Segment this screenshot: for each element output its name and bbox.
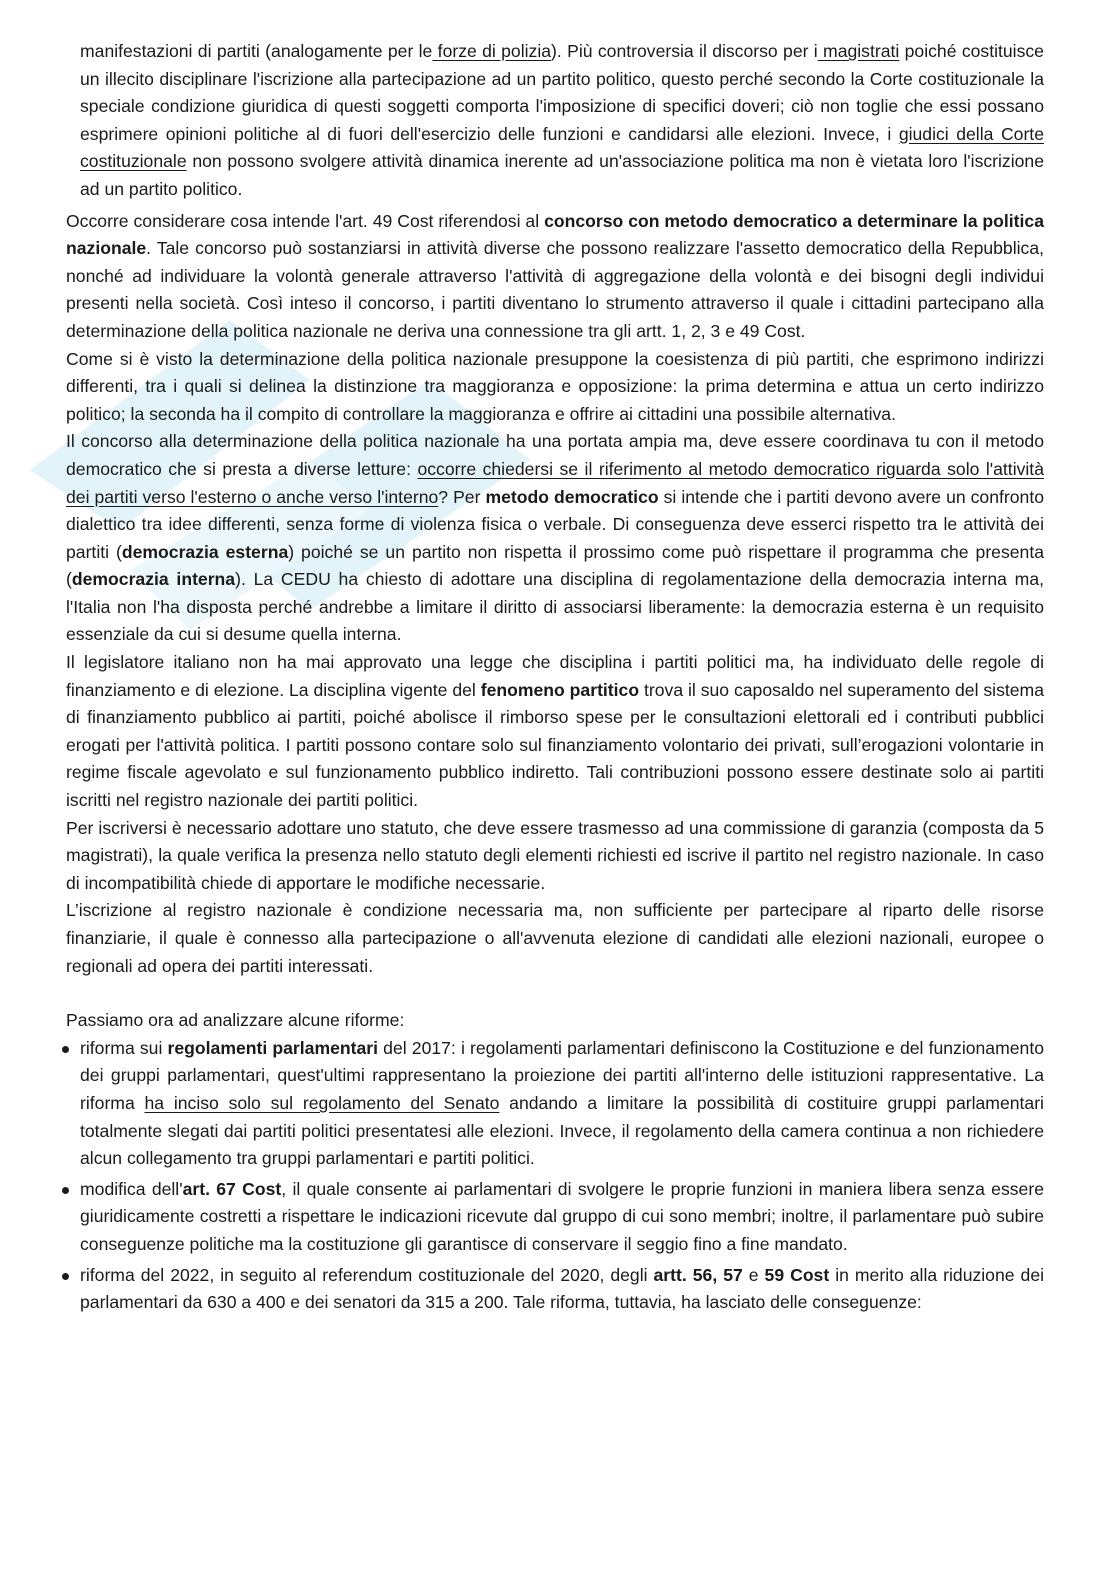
bullet-icon <box>62 1273 69 1280</box>
paragraph-parties-restrictions: manifestazioni di partiti (analogamente per le forze di polizia). Più controversia il discorso per i magistrati poiché costituisce un illecito disciplinare l'iscrizione alla partecipazione ad un partito politico, questo perché secondo la Corte costituzionale la speciale condizione giuridica di questi soggetti comporta l'imposizione di specifici doveri; ciò non toglie che essi possano esprimere opinioni politiche al di fuori dell'esercizio delle funzioni e candidarsi alle elezioni. Invece, i giudici della Corte costituzionale non possono svolgere attività dinamica inerente ad un'associazione politica ma non è vietata loro l'iscrizione ad un partito politico. <box>80 41 1044 199</box>
riforme-list <box>66 1035 1044 1317</box>
paragraph-registro-nazionale: L’iscrizione al registro nazionale è condizione necessaria ma, non sufficiente per partecipare al riparto delle risorse finanziarie, il quale è connesso alla partecipazione o all'avvenuta elezione di candidati alle elezioni nazionali, europee o regionali ad opera dei partiti interessati. <box>66 900 1044 976</box>
document-page <box>66 38 1044 1320</box>
link-magistrati: magistrati <box>817 41 900 61</box>
list-item: modifica dell'art. 67 Cost, il quale consente ai parlamentari di svolgere le proprie funzioni in maniera libera senza essere giuridicamente costretti a rispettare le indicazioni ricevute dal gruppo di cui sono membri; inoltre, il parlamentare può subire conseguenze politiche ma la costituzione gli garantisce di conservare il seggio fino a fine mandato. <box>66 1176 1044 1259</box>
list-item: riforma sui regolamenti parlamentari del 2017: i regolamenti parlamentari definiscono la Costituzione e del funzionamento dei gruppi parlamentari, quest'ultimi rappresentano la proiezione dei partiti all'interno delle istituzioni rappresentative. La riforma ha inciso solo sul regolamento del Senato andando a limitare la possibilità di costituire gruppi parlamentari totalmente slegati dai partiti politici presentatesi alle elezioni. Invece, il regolamento della camera continua a non richiedere alcun collegamento tra gruppi parlamentari e partiti politici. <box>66 1035 1044 1173</box>
paragraph-art-49: Occorre considerare cosa intende l'art. 49 Cost riferendosi al concorso con metodo democratico a determinare la politica nazionale. Tale concorso può sostanziarsi in attività diverse che possono realizzare l'assetto democratico della Repubblica, nonché ad individuare la volontà generale attraverso l'attività di aggregazione della volontà e dei bisogni degli individui presenti nella società. Così inteso il concorso, i partiti diventano lo strumento attraverso il quale i cittadini partecipano alla determinazione della politica nazionale ne deriva una connessione tra gli artt. 1, 2, 3 e 49 Cost. <box>66 210 1044 341</box>
bullet-icon <box>62 1187 69 1194</box>
underlined-question: occorre chiedersi se il riferimento al metodo democratico riguarda solo l'attività dei partiti verso l'esterno o anche verso l'interno <box>66 458 1044 507</box>
link-giudici-corte: giudici della Corte costituzionale <box>80 123 1044 172</box>
bold-concorso-metodo: concorso con metodo democratico a determinare la politica nazionale <box>66 210 1044 259</box>
bullet-icon <box>62 1046 69 1053</box>
link-forze-di-polizia: forze di polizia <box>432 41 552 61</box>
paragraph-metodo-democratico: Il concorso alla determinazione della politica nazionale ha una portata ampia ma, deve essere coordinava tu con il metodo democratico che si presta a diverse letture: occorre chiedersi se il riferimento al metodo democratico riguarda solo l'attività dei partiti verso l'esterno o anche verso l'interno? Per metodo democratico si intende che i partiti devono avere un confronto dialettico tra idee differenti, senza forme di violenza fisica o verbale. Di conseguenza deve esserci rispetto tra le attività dei partiti (democrazia esterna) poiché se un partito non rispetta il prossimo come può rispettare il programma che presenta (democrazia interna). La CEDU ha chiesto di adottare una disciplina di regolamentazione della democrazia interna ma, l'Italia non l'ha disposta perché andrebbe a limitare il diritto di associarsi liberamente: la democrazia esterna è un requisito essenziale da cui si desume quella interna. <box>66 431 1045 645</box>
paragraph-statuto: Per iscriversi è necessario adottare uno statuto, che deve essere trasmesso ad una commissione di garanzia (composta da 5 magistrati), la quale verifica la presenza nello statuto degli elementi richiesti ed iscrive il partito nel registro nazionale. In caso di incompatibilità chiede di apportare le modifiche necessarie. <box>66 817 1044 893</box>
paragraph-riforme-intro: Passiamo ora ad analizzare alcune riforme: <box>66 1010 405 1031</box>
paragraph-maggioranza-opposizione: Come si è visto la determinazione della politica nazionale presuppone la coesistenza di più partiti, che esprimono indirizzi differenti, tra i quali si delinea la distinzione tra maggioranza e opposizione: la prima determina e attua un certo indirizzo politico; la seconda ha il compito di controllare la maggioranza e offrire ai cittadini una possibile alternativa. <box>66 348 1044 424</box>
list-item: riforma del 2022, in seguito al referendum costituzionale del 2020, degli artt. 56, 57 e 59 Cost in merito alla riduzione dei parlamentari da 630 a 400 e dei senatori da 315 a 200. Tale riforma, tuttavia, ha lasciato delle conseguenze: <box>66 1262 1044 1317</box>
paragraph-finanziamento: Il legislatore italiano non ha mai approvato una legge che disciplina i partiti politici ma, ha individuato delle regole di finanziamento e di elezione. La disciplina vigente del fenomeno partitico trova il suo caposaldo nel superamento del sistema di finanziamento pubblico ai partiti, poiché abolisce il rimborso spese per le consultazioni elettorali ed i contributi pubblici erogati per l'attività politica. I partiti possono contare solo sul finanziamento volontario dei privati, sull’erogazioni volontarie in regime fiscale agevolato e sul funzionamento pubblico indiretto. Tali contribuzioni possono essere destinate solo ai partiti iscritti nel registro nazionale dei partiti politici. <box>66 652 1044 811</box>
